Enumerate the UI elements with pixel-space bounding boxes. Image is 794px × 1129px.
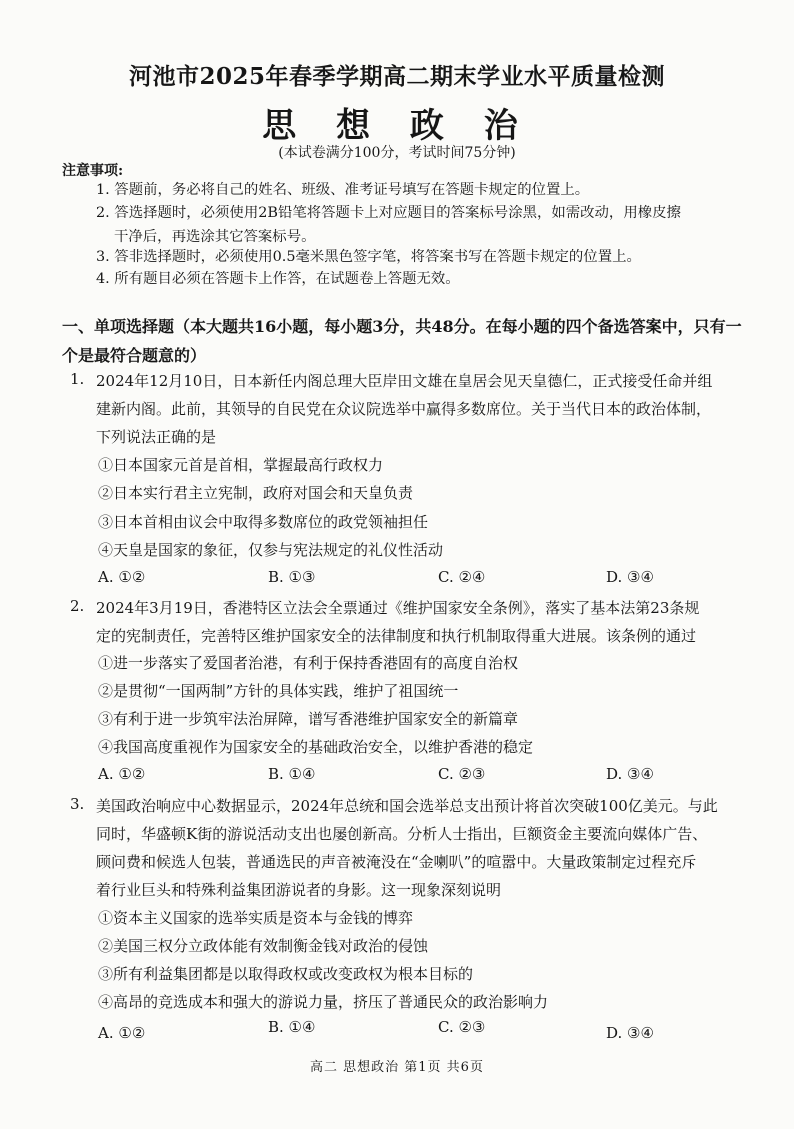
statement-option: ④高昂的竞选成本和强大的游说力量，挤压了普通民众的政治影响力	[98, 993, 549, 1011]
answer-choice-a: A. ①②	[98, 765, 146, 783]
section-heading-line: 个是最符合题意的）	[62, 346, 207, 365]
statement-option: ②美国三权分立政体能有效制衡金钱对政治的侵蚀	[98, 937, 429, 955]
answer-choice-d: D. ③④	[606, 568, 654, 586]
question-stem-line: 定的宪制责任，完善特区维护国家安全的法律制度和执行机制取得重大进展。该条例的通过	[96, 627, 697, 645]
statement-option: ②是贯彻“一国两制”方针的具体实践，维护了祖国统一	[98, 682, 459, 700]
answer-choice-a: A. ①②	[98, 1024, 146, 1042]
answer-choice-d: D. ③④	[606, 1024, 654, 1042]
section-heading-line: 一、单项选择题（本大题共16小题，每小题3分，共48分。在每小题的四个备选答案中，只有一	[62, 317, 742, 336]
statement-option: ①进一步落实了爱国者治港，有利于保持香港固有的高度自治权	[98, 654, 519, 672]
statement-option: ③日本首相由议会中取得多数席位的政党领袖担任	[98, 513, 429, 531]
question-number: 2.	[70, 597, 85, 615]
answer-choice-b: B. ①④	[268, 1018, 316, 1036]
statement-option: ②日本实行君主立宪制，政府对国会和天皇负责	[98, 484, 414, 502]
notes-item: 4. 所有题目必须在答题卡上作答，在试题卷上答题无效。	[96, 271, 460, 287]
question-stem-line: 顾问费和候选人包装，普通选民的声音被淹没在“金喇叭”的喧嚣中。大量政策制定过程充斥	[96, 853, 697, 871]
notes-heading: 注意事项:	[62, 163, 124, 179]
exam-note: (本试卷满分100分，考试时间75分钟)	[278, 145, 516, 161]
question-stem-line: 2024年3月19日，香港特区立法会全票通过《维护国家安全条例》，落实了基本法第23条规	[96, 599, 700, 617]
question-stem-line: 下列说法正确的是	[96, 428, 217, 446]
section-heading	[62, 312, 774, 370]
statement-option: ④天皇是国家的象征，仅参与宪法规定的礼仪性活动	[98, 541, 444, 559]
notes-item: 2. 答选择题时，必须使用2B铅笔将答题卡上对应题目的答案标号涂黑，如需改动，用橡皮擦	[96, 205, 681, 221]
question-number: 1.	[70, 370, 85, 388]
statement-option: ①日本国家元首是首相，掌握最高行政权力	[98, 456, 384, 474]
statement-option: ①资本主义国家的选举实质是资本与金钱的博弈	[98, 909, 414, 927]
answer-choice-c: C. ②④	[438, 568, 486, 586]
question-stem-line: 建新内阁。此前，其领导的自民党在众议院选举中赢得多数席位。关于当代日本的政治体制，	[96, 400, 712, 418]
notes-item-continuation: 干净后，再选涂其它答案标号。	[114, 229, 316, 245]
answer-choice-b: B. ①④	[268, 765, 316, 783]
statement-option: ③所有利益集团都是以取得政权或改变政权为根本目标的	[98, 965, 474, 983]
answer-choice-a: A. ①②	[98, 568, 146, 586]
answer-choice-c: C. ②③	[438, 765, 486, 783]
notes-item: 3. 答非选择题时，必须使用0.5毫米黑色签字笔，将答案书写在答题卡规定的位置上。	[96, 249, 641, 265]
question-stem-line: 同时，华盛顿K街的游说活动支出也屡创新高。分析人士指出，巨额资金主要流向媒体广告、	[96, 825, 708, 843]
answer-choice-b: B. ①③	[268, 568, 316, 586]
statement-option: ③有利于进一步筑牢法治屏障，谱写香港维护国家安全的新篇章	[98, 710, 519, 728]
answer-choice-c: C. ②③	[438, 1018, 486, 1036]
question-stem-line: 美国政治响应中心数据显示，2024年总统和国会选举总支出预计将首次突破100亿美元。与此	[96, 797, 718, 815]
page-footer: 高二 思想政治 第1页 共6页	[310, 1060, 484, 1075]
answer-choice-d: D. ③④	[606, 765, 654, 783]
question-stem-line: 着行业巨头和特殊利益集团游说者的身影。这一现象深刻说明	[96, 881, 502, 899]
question-stem-line: 2024年12月10日，日本新任内阁总理大臣岸田文雄在皇居会见天皇德仁，正式接受任命并组	[96, 372, 713, 390]
notes-item: 1. 答题前，务必将自己的姓名、班级、准考证号填写在答题卡规定的位置上。	[96, 182, 590, 198]
question-number: 3.	[70, 795, 85, 813]
statement-option: ④我国高度重视作为国家安全的基础政治安全，以维护香港的稳定	[98, 738, 534, 756]
exam-title: 河池市2025年春季学期高二期末学业水平质量检测	[128, 63, 665, 90]
subject-title: 思 想 政 治	[262, 106, 532, 146]
